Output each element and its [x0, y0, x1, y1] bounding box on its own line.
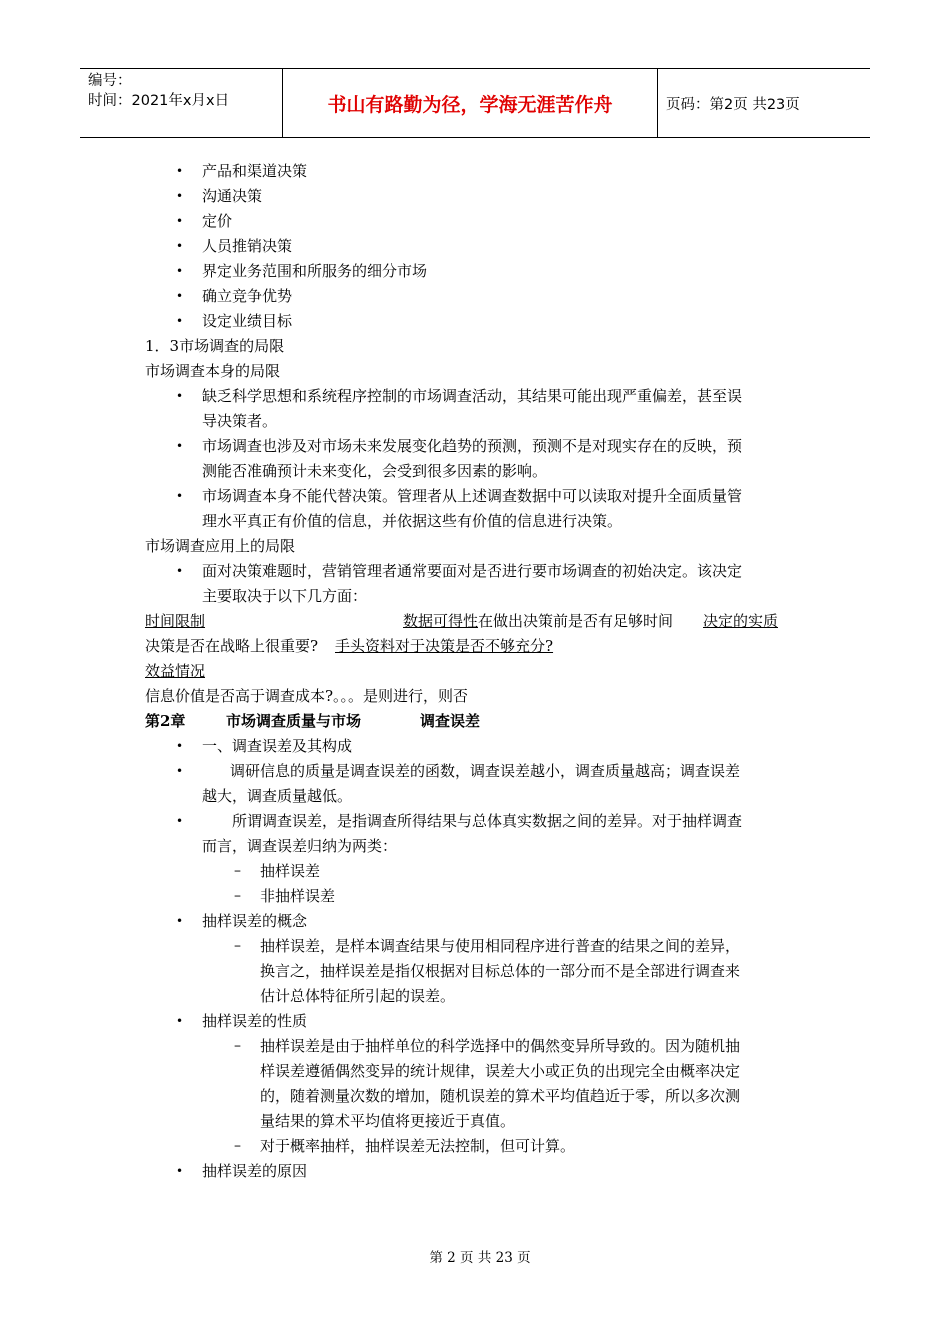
bullet-dot: • — [176, 914, 184, 928]
list-item: 一、调查误差及其构成 — [202, 737, 353, 755]
paragraph-line: 理水平真正有价值的信息，并依据这些有价值的信息进行决策。 — [202, 512, 623, 530]
paragraph-line: 抽样误差是由于抽样单位的科学选择中的偶然变异所导致的。因为随机抽 — [260, 1037, 741, 1055]
doc-date: 时间：2021年x月x日 — [88, 93, 230, 109]
list-item: 产品和渠道决策 — [202, 162, 308, 180]
subsection-heading: 市场调查本身的局限 — [145, 362, 281, 380]
paragraph-line: 量结果的算术平均值将更接近于真值。 — [260, 1112, 516, 1130]
bullet-dot: • — [176, 264, 184, 278]
bullet-dot: • — [176, 164, 184, 178]
paragraph-line: 抽样误差，是样本调查结果与使用相同程序进行普查的结果之间的差异， — [260, 937, 741, 955]
paragraph-line: 的，随着测量次数的增加，随机误差的算术平均值趋近于零，所以多次测 — [260, 1087, 741, 1105]
bullet-dot: • — [176, 239, 184, 253]
bullet-dot: • — [176, 439, 184, 453]
subsection-heading: 市场调查应用上的局限 — [145, 537, 296, 555]
sub-list-item: 对于概率抽样，抽样误差无法控制，但可计算。 — [260, 1137, 576, 1155]
list-item: 确立竞争优势 — [202, 287, 293, 305]
factor-data: 数据可得性 — [403, 612, 479, 630]
list-item: 人员推销决策 — [202, 237, 293, 255]
paragraph-line: 换言之，抽样误差是指仅根据对目标总体的一部分而不是全部进行调查来 — [260, 962, 741, 980]
factor-time-desc: 在做出决策前是否有足够时间 — [478, 612, 674, 630]
sub-list-item: 非抽样误差 — [260, 887, 336, 905]
bullet-dot: • — [176, 814, 184, 828]
factor-decision: 决定的实质 — [703, 612, 779, 630]
bullet-dot: • — [176, 189, 184, 203]
header-page-info: 页码：第2页 共23页 — [666, 96, 800, 113]
bullet-dot: • — [176, 214, 184, 228]
dash-marker: – — [234, 938, 241, 954]
paragraph-line: 导决策者。 — [202, 412, 278, 430]
section-heading: 1．3市场调查的局限 — [145, 337, 285, 355]
list-item: 沟通决策 — [202, 187, 263, 205]
list-item: 抽样误差的原因 — [202, 1162, 308, 1180]
paragraph-line: 调研信息的质量是调查误差的函数，调查误差越小，调查质量越高；调查误差 — [230, 762, 741, 780]
bullet-dot: • — [176, 314, 184, 328]
paragraph-line: 市场调查也涉及对市场未来发展变化趋势的预测，预测不是对现实存在的反映，预 — [202, 437, 743, 455]
paragraph-line: 样误差遵循偶然变异的统计规律，误差大小或正负的出现完全由概率决定 — [260, 1062, 741, 1080]
dash-marker: – — [234, 888, 241, 904]
chapter-number: 第2章 — [145, 712, 186, 730]
bullet-dot: • — [176, 1014, 184, 1028]
paragraph-line: 估计总体特征所引起的误差。 — [260, 987, 456, 1005]
bullet-dot: • — [176, 564, 184, 578]
header-meta — [80, 69, 283, 137]
paragraph-line: 越大，调查质量越低。 — [202, 787, 353, 805]
paragraph-line: 市场调查本身不能代替决策。管理者从上述调查数据中可以读取对提升全面质量管 — [202, 487, 743, 505]
paragraph-line: 主要取决于以下几方面： — [202, 587, 368, 605]
bullet-dot: • — [176, 289, 184, 303]
paragraph-line: 缺乏科学思想和系统程序控制的市场调查活动，其结果可能出现严重偏差，甚至误 — [202, 387, 743, 405]
dash-marker: – — [234, 863, 241, 879]
list-item: 定价 — [202, 212, 233, 230]
doc-number-label: 编号： — [88, 73, 132, 89]
page-footer: 第 2 页 共 23 页 — [429, 1250, 531, 1266]
factor-data-desc: 手头资料对于决策是否不够充分? — [335, 637, 554, 655]
page-header — [80, 68, 870, 138]
bullet-dot: • — [176, 764, 184, 778]
list-item: 界定业务范围和所服务的细分市场 — [202, 262, 428, 280]
header-motto: 书山有路勤为径，学海无涯苦作舟 — [283, 69, 658, 137]
list-item: 抽样误差的性质 — [202, 1012, 308, 1030]
bullet-dot: • — [176, 739, 184, 753]
list-item: 抽样误差的概念 — [202, 912, 308, 930]
factor-benefit-desc: 信息价值是否高于调查成本?。。。是则进行，则否 — [145, 687, 469, 705]
bullet-dot: • — [176, 389, 184, 403]
list-item: 设定业绩目标 — [202, 312, 293, 330]
paragraph-line: 测能否准确预计未来变化，会受到很多因素的影响。 — [202, 462, 548, 480]
dash-marker: – — [234, 1038, 241, 1054]
paragraph-line: 而言，调查误差归纳为两类： — [202, 837, 398, 855]
factor-benefit: 效益情况 — [145, 662, 206, 680]
factor-decision-desc: 决策是否在战略上很重要? — [145, 637, 319, 655]
chapter-title-part1: 市场调查质量与市场 — [226, 712, 362, 730]
paragraph-line: 面对决策难题时，营销管理者通常要面对是否进行要市场调查的初始决定。该决定 — [202, 562, 743, 580]
bullet-dot: • — [176, 1164, 184, 1178]
bullet-dot: • — [176, 489, 184, 503]
sub-list-item: 抽样误差 — [260, 862, 321, 880]
dash-marker: – — [234, 1138, 241, 1154]
paragraph-line: 所谓调查误差，是指调查所得结果与总体真实数据之间的差异。对于抽样调查 — [232, 812, 743, 830]
chapter-title-part2: 调查误差 — [420, 712, 481, 730]
factor-time: 时间限制 — [145, 612, 206, 630]
